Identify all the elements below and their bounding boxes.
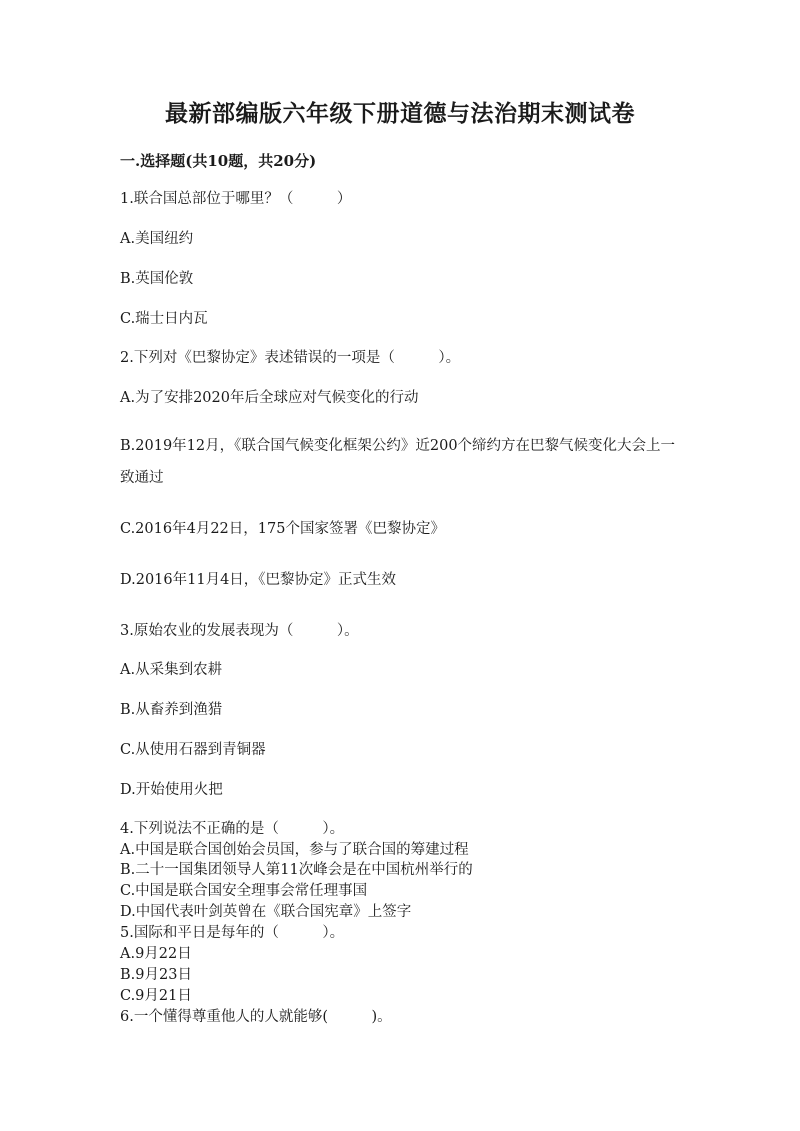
question-option: B.从畜养到渔猎 bbox=[120, 702, 223, 718]
question-stem: 6.一个懂得尊重他人的人就能够( )。 bbox=[120, 1009, 392, 1025]
question-option: B.2019年12月，《联合国气候变化框架公约》近200个缔约方在巴黎气候变化大会上一致通过 bbox=[120, 438, 676, 486]
question-option: C.2016年4月22日，175个国家签署《巴黎协定》 bbox=[120, 521, 445, 537]
section-heading: 一.选择题(共10题，共20分) bbox=[120, 152, 317, 170]
question-option: D.中国代表叶剑英曾在《联合国宪章》上签字 bbox=[120, 904, 412, 920]
question-stem: 5.国际和平日是每年的（ ）。 bbox=[120, 925, 345, 941]
question-option: A.从采集到农耕 bbox=[120, 662, 223, 678]
question-stem: 1.联合国总部位于哪里？（ ） bbox=[120, 191, 352, 207]
question-option: B.英国伦敦 bbox=[120, 271, 194, 287]
question-option: B.二十一国集团领导人第11次峰会是在中国杭州举行的 bbox=[120, 862, 473, 878]
question-option: B.9月23日 bbox=[120, 967, 192, 983]
question-option: C.瑞士日内瓦 bbox=[120, 311, 208, 327]
question-option: D.2016年11月4日，《巴黎协定》正式生效 bbox=[120, 572, 397, 588]
question-option: A.为了安排2020年后全球应对气候变化的行动 bbox=[120, 390, 419, 406]
question-option: A.中国是联合国创始会员国，参与了联合国的筹建过程 bbox=[120, 842, 469, 858]
question-option: C.9月21日 bbox=[120, 988, 192, 1004]
question-stem: 2.下列对《巴黎协定》表述错误的一项是（ ）。 bbox=[120, 350, 461, 366]
question-option: D.开始使用火把 bbox=[120, 782, 223, 798]
question-stem: 4.下列说法不正确的是（ ）。 bbox=[120, 821, 345, 837]
question-stem: 3.原始农业的发展表现为（ ）。 bbox=[120, 623, 359, 639]
question-option: A.9月22日 bbox=[120, 946, 192, 962]
question-option: C.从使用石器到青铜器 bbox=[120, 742, 266, 758]
page-title: 最新部编版六年级下册道德与法治期末测试卷 bbox=[165, 100, 635, 127]
question-option: C.中国是联合国安全理事会常任理事国 bbox=[120, 883, 368, 899]
question-option: A.美国纽约 bbox=[120, 231, 194, 247]
